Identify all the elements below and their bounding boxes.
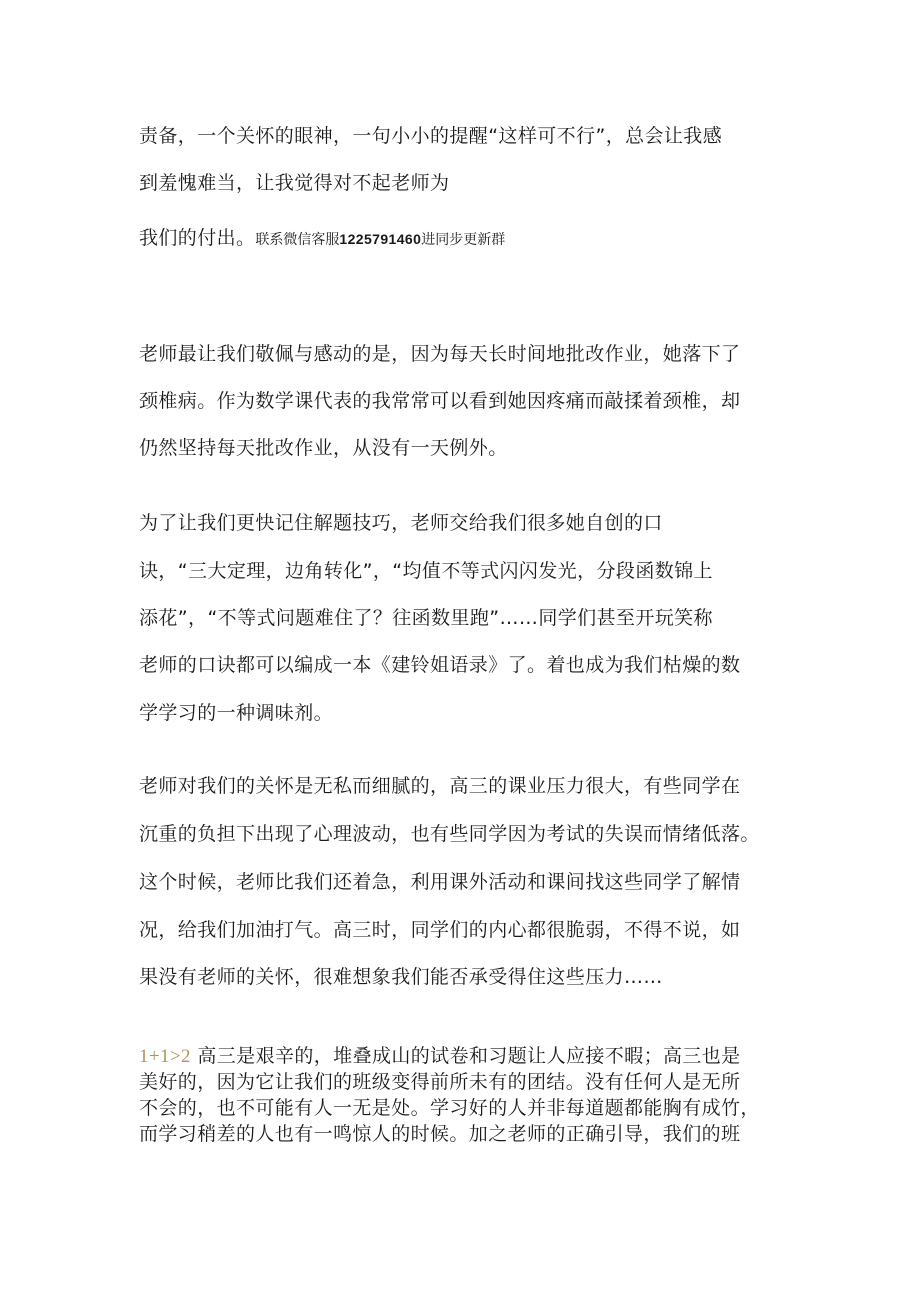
paragraph-text: 高三是艰辛的，堆叠成山的试卷和习题让人应接不暇；高三也是 [190,1045,741,1067]
paragraph-line: 添花”，“不等式问题难住了？往函数里跑”……同学们甚至开玩笑称 [139,607,713,629]
paragraph-line: 为了让我们更快记住解题技巧，老师交给我们很多她自创的口 [139,512,663,534]
paragraph-line: 而学习稍差的人也有一鸣惊人的时候。加之老师的正确引导，我们的班 [139,1123,741,1145]
contact-note-prefix: 联系微信客服 [255,232,340,248]
paragraph-line: 老师的口诀都可以编成一本《建铃姐语录》了。着也成为我们枯燥的数 [139,654,741,676]
paragraph-line: 美好的，因为它让我们的班级变得前所未有的团结。没有任何人是无所 [139,1071,741,1093]
contact-note-suffix: 进同步更新群 [421,232,506,248]
contact-note-number: 1225791460 [339,231,422,247]
paragraph-line: 果没有老师的关怀，很难想象我们能否承受得住这些压力…… [139,966,663,988]
paragraph-line: 老师最让我们敬佩与感动的是，因为每天长时间地批改作业，她落下了 [139,343,741,365]
paragraph-line-with-heading [139,1044,741,1069]
paragraph-text: 我们的付出。 [139,227,256,249]
paragraph-line: 颈椎病。作为数学课代表的我常常可以看到她因疼痛而敲揉着颈椎，却 [139,390,741,412]
paragraph-line: 这个时候，老师比我们还着急，利用课外活动和课间找这些同学了解情 [139,871,741,893]
section-heading: 1+1>2 [139,1046,191,1067]
paragraph-line: 老师对我们的关怀是无私而细腻的，高三的课业压力很大，有些同学在 [139,775,741,797]
paragraph-line-with-note [139,226,505,252]
paragraph-line: 到羞愧难当，让我觉得对不起老师为 [139,172,450,194]
paragraph-line: 况，给我们加油打气。高三时，同学们的内心都很脆弱，不得不说，如 [139,919,741,941]
paragraph-line: 仍然坚持每天批改作业，从没有一天例外。 [139,437,508,459]
paragraph-line: 学学习的一种调味剂。 [139,702,334,724]
paragraph-line: 责备，一个关怀的眼神，一句小小的提醒“这样可不行”，总会让我感 [139,125,723,147]
paragraph-line: 沉重的负担下出现了心理波动，也有些同学因为考试的失误而情绪低落。 [139,823,760,845]
paragraph-line: 不会的，也不可能有人一无是处。学习好的人并非每道题都能胸有成竹， [139,1097,760,1119]
paragraph-line: 诀，“三大定理，边角转化”，“均值不等式闪闪发光，分段函数锦上 [139,560,713,582]
